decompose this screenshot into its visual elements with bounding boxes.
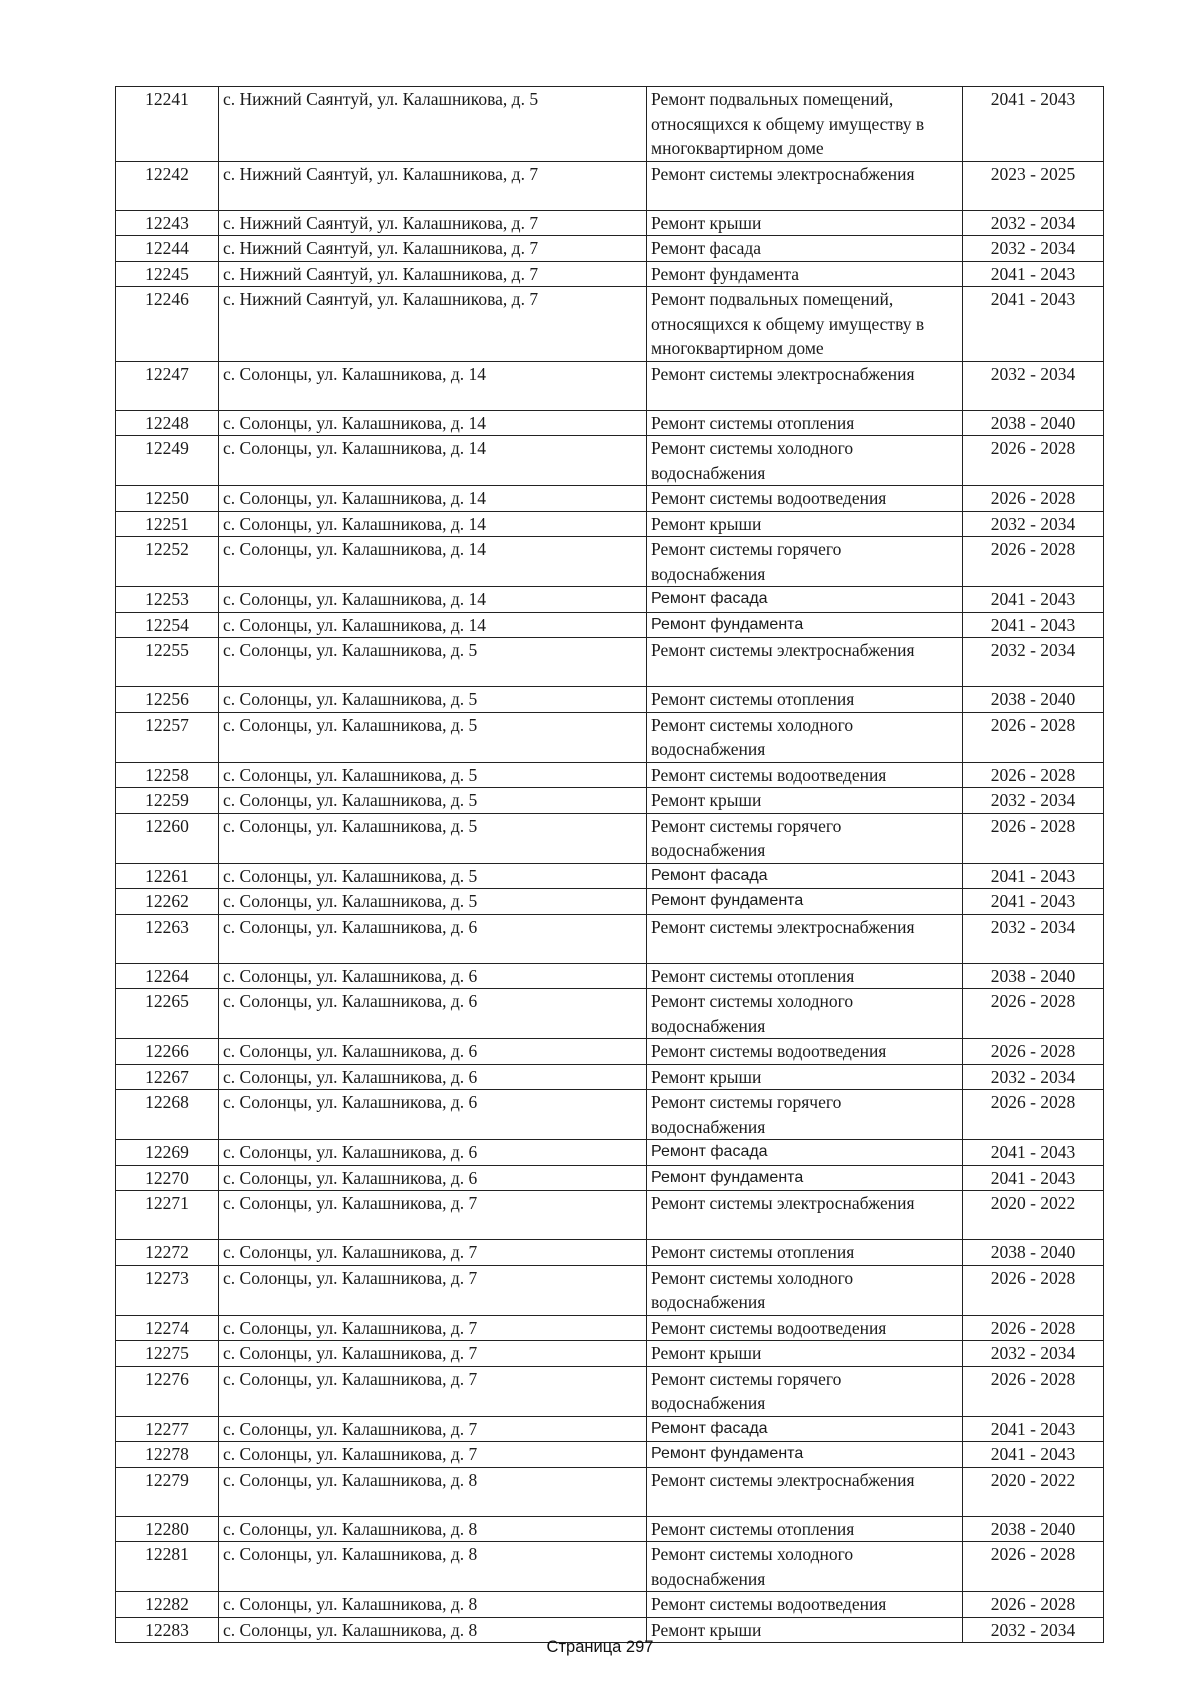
row-period: 2026 - 2028: [963, 436, 1104, 486]
row-address: с. Солонцы, ул. Калашникова, д. 5: [219, 762, 647, 788]
table-row: [116, 1516, 1104, 1542]
row-period: 2041 - 2043: [963, 1442, 1104, 1468]
row-id: 12243: [116, 210, 219, 236]
table-row: [116, 1366, 1104, 1416]
row-address: с. Нижний Саянтуй, ул. Калашникова, д. 7: [219, 161, 647, 210]
row-period: 2032 - 2034: [963, 361, 1104, 410]
table-row: [116, 1039, 1104, 1065]
row-id: 12271: [116, 1191, 219, 1240]
table-row: [116, 687, 1104, 713]
row-id: 12257: [116, 712, 219, 762]
row-work-type: Ремонт системы электроснабжения: [647, 914, 963, 963]
row-address: с. Солонцы, ул. Калашникова, д. 7: [219, 1366, 647, 1416]
row-address: с. Солонцы, ул. Калашникова, д. 7: [219, 1315, 647, 1341]
table-row: [116, 813, 1104, 863]
row-address: с. Солонцы, ул. Калашникова, д. 8: [219, 1617, 647, 1643]
row-work-type: Ремонт системы холодного водоснабжения: [647, 712, 963, 762]
table-row: [116, 410, 1104, 436]
row-work-type: Ремонт фундамента: [647, 261, 963, 287]
table-row: [116, 1467, 1104, 1516]
row-work-type: Ремонт фундамента: [647, 1442, 963, 1468]
row-period: 2032 - 2034: [963, 236, 1104, 262]
row-work-type: Ремонт системы горячего водоснабжения: [647, 1366, 963, 1416]
row-address: с. Солонцы, ул. Калашникова, д. 6: [219, 963, 647, 989]
row-id: 12276: [116, 1366, 219, 1416]
row-period: 2041 - 2043: [963, 261, 1104, 287]
row-address: с. Солонцы, ул. Калашникова, д. 7: [219, 1341, 647, 1367]
repair-schedule-table: [115, 86, 1104, 1643]
table-row: [116, 989, 1104, 1039]
page-number: Страница 297: [546, 1638, 654, 1656]
table-row: [116, 788, 1104, 814]
table-row: [116, 87, 1104, 162]
row-address: с. Солонцы, ул. Калашникова, д. 6: [219, 1165, 647, 1191]
row-id: 12264: [116, 963, 219, 989]
row-period: 2038 - 2040: [963, 963, 1104, 989]
table-row: [116, 1140, 1104, 1166]
row-id: 12256: [116, 687, 219, 713]
row-address: с. Солонцы, ул. Калашникова, д. 8: [219, 1467, 647, 1516]
row-address: с. Солонцы, ул. Калашникова, д. 14: [219, 486, 647, 512]
row-address: с. Солонцы, ул. Калашникова, д. 14: [219, 361, 647, 410]
table-row: [116, 863, 1104, 889]
row-address: с. Солонцы, ул. Калашникова, д. 14: [219, 612, 647, 638]
table-row: [116, 1315, 1104, 1341]
row-period: 2026 - 2028: [963, 712, 1104, 762]
row-work-type: Ремонт системы холодного водоснабжения: [647, 989, 963, 1039]
row-work-type: Ремонт крыши: [647, 1341, 963, 1367]
row-address: с. Солонцы, ул. Калашникова, д. 5: [219, 638, 647, 687]
row-period: 2032 - 2034: [963, 914, 1104, 963]
table-row: [116, 486, 1104, 512]
row-work-type: Ремонт подвальных помещений, относящихся к общему имуществу в многоквартирном доме: [647, 87, 963, 162]
row-work-type: Ремонт крыши: [647, 210, 963, 236]
row-id: 12259: [116, 788, 219, 814]
row-id: 12253: [116, 587, 219, 613]
row-address: с. Нижний Саянтуй, ул. Калашникова, д. 7: [219, 261, 647, 287]
row-work-type: Ремонт системы водоотведения: [647, 1039, 963, 1065]
row-id: 12254: [116, 612, 219, 638]
row-address: с. Солонцы, ул. Калашникова, д. 7: [219, 1191, 647, 1240]
row-id: 12250: [116, 486, 219, 512]
row-address: с. Нижний Саянтуй, ул. Калашникова, д. 7: [219, 287, 647, 362]
row-address: с. Солонцы, ул. Калашникова, д. 8: [219, 1516, 647, 1542]
row-work-type: Ремонт системы водоотведения: [647, 1315, 963, 1341]
row-work-type: Ремонт системы отопления: [647, 410, 963, 436]
table-row: [116, 1090, 1104, 1140]
row-work-type: Ремонт системы холодного водоснабжения: [647, 436, 963, 486]
row-work-type: Ремонт фасада: [647, 1416, 963, 1442]
table-row: [116, 161, 1104, 210]
row-period: 2038 - 2040: [963, 410, 1104, 436]
row-period: 2032 - 2034: [963, 638, 1104, 687]
row-id: 12262: [116, 889, 219, 915]
row-id: 12267: [116, 1064, 219, 1090]
table-row: [116, 1191, 1104, 1240]
row-id: 12246: [116, 287, 219, 362]
row-address: с. Солонцы, ул. Калашникова, д. 8: [219, 1592, 647, 1618]
table-row: [116, 1064, 1104, 1090]
row-period: 2026 - 2028: [963, 1039, 1104, 1065]
row-work-type: Ремонт крыши: [647, 511, 963, 537]
row-work-type: Ремонт системы отопления: [647, 1240, 963, 1266]
row-id: 12255: [116, 638, 219, 687]
table-row: [116, 436, 1104, 486]
row-work-type: Ремонт крыши: [647, 1064, 963, 1090]
row-period: 2038 - 2040: [963, 1240, 1104, 1266]
row-address: с. Солонцы, ул. Калашникова, д. 8: [219, 1542, 647, 1592]
row-work-type: Ремонт системы горячего водоснабжения: [647, 537, 963, 587]
row-address: с. Солонцы, ул. Калашникова, д. 5: [219, 889, 647, 915]
row-work-type: Ремонт фасада: [647, 587, 963, 613]
row-address: с. Солонцы, ул. Калашникова, д. 5: [219, 813, 647, 863]
row-id: 12282: [116, 1592, 219, 1618]
table-row: [116, 236, 1104, 262]
row-period: 2032 - 2034: [963, 1341, 1104, 1367]
row-work-type: Ремонт системы электроснабжения: [647, 1467, 963, 1516]
row-work-type: Ремонт системы водоотведения: [647, 762, 963, 788]
row-period: 2020 - 2022: [963, 1191, 1104, 1240]
row-period: 2038 - 2040: [963, 1516, 1104, 1542]
row-work-type: Ремонт системы отопления: [647, 963, 963, 989]
row-work-type: Ремонт системы водоотведения: [647, 486, 963, 512]
row-period: 2026 - 2028: [963, 1265, 1104, 1315]
row-period: 2041 - 2043: [963, 863, 1104, 889]
row-work-type: Ремонт подвальных помещений, относящихся к общему имуществу в многоквартирном доме: [647, 287, 963, 362]
row-id: 12245: [116, 261, 219, 287]
table-row: [116, 361, 1104, 410]
row-address: с. Солонцы, ул. Калашникова, д. 6: [219, 1140, 647, 1166]
row-work-type: Ремонт системы отопления: [647, 687, 963, 713]
row-period: 2041 - 2043: [963, 87, 1104, 162]
table-row: [116, 1341, 1104, 1367]
table-row: [116, 712, 1104, 762]
row-work-type: Ремонт фундамента: [647, 612, 963, 638]
table-row: [116, 587, 1104, 613]
row-period: 2026 - 2028: [963, 486, 1104, 512]
row-period: 2020 - 2022: [963, 1467, 1104, 1516]
row-period: 2041 - 2043: [963, 287, 1104, 362]
table-row: [116, 1542, 1104, 1592]
table-row: [116, 287, 1104, 362]
row-work-type: Ремонт крыши: [647, 1617, 963, 1643]
row-work-type: Ремонт фундамента: [647, 889, 963, 915]
row-id: 12248: [116, 410, 219, 436]
table-row: [116, 762, 1104, 788]
row-work-type: Ремонт системы холодного водоснабжения: [647, 1542, 963, 1592]
row-work-type: Ремонт фундамента: [647, 1165, 963, 1191]
table-row: [116, 261, 1104, 287]
row-address: с. Солонцы, ул. Калашникова, д. 14: [219, 410, 647, 436]
row-period: 2032 - 2034: [963, 1064, 1104, 1090]
row-work-type: Ремонт системы электроснабжения: [647, 161, 963, 210]
row-period: 2026 - 2028: [963, 537, 1104, 587]
row-address: с. Нижний Саянтуй, ул. Калашникова, д. 7: [219, 210, 647, 236]
row-address: с. Солонцы, ул. Калашникова, д. 7: [219, 1416, 647, 1442]
row-address: с. Солонцы, ул. Калашникова, д. 14: [219, 587, 647, 613]
row-address: с. Солонцы, ул. Калашникова, д. 6: [219, 989, 647, 1039]
row-id: 12281: [116, 1542, 219, 1592]
row-address: с. Солонцы, ул. Калашникова, д. 6: [219, 1064, 647, 1090]
row-work-type: Ремонт системы электроснабжения: [647, 1191, 963, 1240]
row-period: 2026 - 2028: [963, 1315, 1104, 1341]
row-id: 12252: [116, 537, 219, 587]
row-address: с. Нижний Саянтуй, ул. Калашникова, д. 7: [219, 236, 647, 262]
row-period: 2023 - 2025: [963, 161, 1104, 210]
row-work-type: Ремонт системы холодного водоснабжения: [647, 1265, 963, 1315]
row-work-type: Ремонт системы горячего водоснабжения: [647, 813, 963, 863]
row-work-type: Ремонт фасада: [647, 236, 963, 262]
row-address: с. Солонцы, ул. Калашникова, д. 5: [219, 687, 647, 713]
row-id: 12279: [116, 1467, 219, 1516]
row-id: 12268: [116, 1090, 219, 1140]
table-row: [116, 511, 1104, 537]
row-period: 2026 - 2028: [963, 1542, 1104, 1592]
row-work-type: Ремонт крыши: [647, 788, 963, 814]
table-row: [116, 889, 1104, 915]
row-period: 2026 - 2028: [963, 989, 1104, 1039]
row-work-type: Ремонт системы горячего водоснабжения: [647, 1090, 963, 1140]
row-address: с. Солонцы, ул. Калашникова, д. 7: [219, 1240, 647, 1266]
row-period: 2041 - 2043: [963, 612, 1104, 638]
row-period: 2026 - 2028: [963, 1090, 1104, 1140]
row-id: 12283: [116, 1617, 219, 1643]
row-period: 2041 - 2043: [963, 1140, 1104, 1166]
row-address: с. Солонцы, ул. Калашникова, д. 5: [219, 788, 647, 814]
row-address: с. Солонцы, ул. Калашникова, д. 7: [219, 1442, 647, 1468]
row-address: с. Солонцы, ул. Калашникова, д. 7: [219, 1265, 647, 1315]
table-row: [116, 1416, 1104, 1442]
table-row: [116, 1165, 1104, 1191]
row-address: с. Солонцы, ул. Калашникова, д. 6: [219, 1090, 647, 1140]
row-id: 12258: [116, 762, 219, 788]
row-work-type: Ремонт системы электроснабжения: [647, 361, 963, 410]
table-row: [116, 914, 1104, 963]
row-address: с. Солонцы, ул. Калашникова, д. 14: [219, 537, 647, 587]
row-id: 12251: [116, 511, 219, 537]
row-period: 2026 - 2028: [963, 762, 1104, 788]
row-id: 12278: [116, 1442, 219, 1468]
row-period: 2026 - 2028: [963, 1592, 1104, 1618]
row-id: 12270: [116, 1165, 219, 1191]
row-id: 12275: [116, 1341, 219, 1367]
row-id: 12269: [116, 1140, 219, 1166]
row-period: 2041 - 2043: [963, 1165, 1104, 1191]
row-work-type: Ремонт системы электроснабжения: [647, 638, 963, 687]
row-period: 2032 - 2034: [963, 210, 1104, 236]
row-address: с. Солонцы, ул. Калашникова, д. 6: [219, 1039, 647, 1065]
table-row: [116, 537, 1104, 587]
table-row: [116, 1265, 1104, 1315]
row-id: 12244: [116, 236, 219, 262]
row-address: с. Солонцы, ул. Калашникова, д. 14: [219, 436, 647, 486]
row-period: 2041 - 2043: [963, 1416, 1104, 1442]
row-id: 12242: [116, 161, 219, 210]
row-id: 12273: [116, 1265, 219, 1315]
row-id: 12260: [116, 813, 219, 863]
row-period: 2026 - 2028: [963, 1366, 1104, 1416]
row-address: с. Солонцы, ул. Калашникова, д. 14: [219, 511, 647, 537]
table-row: [116, 1240, 1104, 1266]
row-work-type: Ремонт системы отопления: [647, 1516, 963, 1542]
row-id: 12263: [116, 914, 219, 963]
row-id: 12265: [116, 989, 219, 1039]
row-id: 12249: [116, 436, 219, 486]
row-id: 12261: [116, 863, 219, 889]
row-address: с. Нижний Саянтуй, ул. Калашникова, д. 5: [219, 87, 647, 162]
row-id: 12247: [116, 361, 219, 410]
row-address: с. Солонцы, ул. Калашникова, д. 6: [219, 914, 647, 963]
row-work-type: Ремонт фасада: [647, 1140, 963, 1166]
table-row: [116, 638, 1104, 687]
row-period: 2032 - 2034: [963, 1617, 1104, 1643]
row-id: 12266: [116, 1039, 219, 1065]
table-row: [116, 612, 1104, 638]
row-period: 2041 - 2043: [963, 889, 1104, 915]
row-work-type: Ремонт системы водоотведения: [647, 1592, 963, 1618]
row-work-type: Ремонт фасада: [647, 863, 963, 889]
table-row: [116, 210, 1104, 236]
row-period: 2038 - 2040: [963, 687, 1104, 713]
row-id: 12274: [116, 1315, 219, 1341]
row-period: 2032 - 2034: [963, 511, 1104, 537]
row-period: 2041 - 2043: [963, 587, 1104, 613]
row-id: 12277: [116, 1416, 219, 1442]
row-address: с. Солонцы, ул. Калашникова, д. 5: [219, 863, 647, 889]
table-body: [116, 87, 1104, 1643]
table-row: [116, 963, 1104, 989]
row-id: 12272: [116, 1240, 219, 1266]
row-period: 2026 - 2028: [963, 813, 1104, 863]
row-id: 12280: [116, 1516, 219, 1542]
row-period: 2032 - 2034: [963, 788, 1104, 814]
table-row: [116, 1442, 1104, 1468]
table-row: [116, 1592, 1104, 1618]
row-address: с. Солонцы, ул. Калашникова, д. 5: [219, 712, 647, 762]
row-id: 12241: [116, 87, 219, 162]
